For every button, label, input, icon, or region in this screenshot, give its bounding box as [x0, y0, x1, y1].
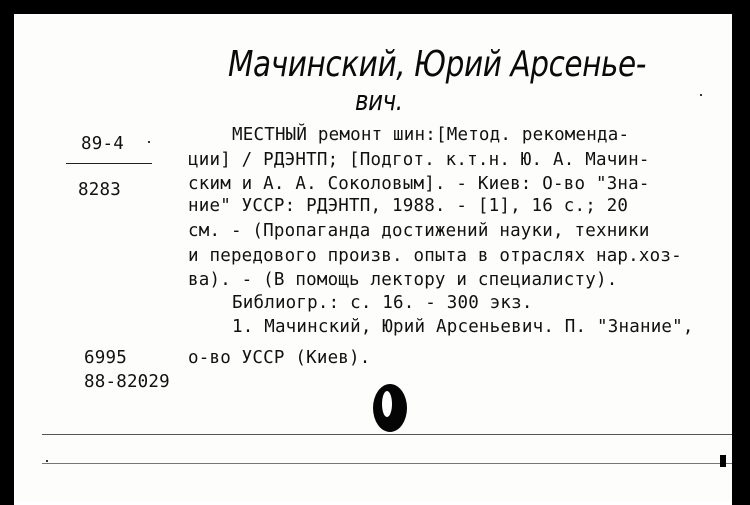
handwritten-author-line-2: вич. [355, 84, 403, 117]
bottom-rule-2 [42, 463, 732, 464]
scan-border-top [0, 0, 750, 14]
scan-border-left [0, 0, 14, 505]
shelf-number: 89-4 [81, 134, 124, 154]
body-line-10: о-во УССР (Киев). [188, 348, 371, 368]
body-line-8: Библиогр.: с. 16. - 300 экз. [232, 293, 533, 313]
punch-hole [373, 384, 407, 432]
inventory-number: 8283 [78, 180, 121, 200]
body-line-7: ва). - (В помощь лектору и специалисту). [188, 270, 618, 290]
body-line-1: МЕСТНЫЙ ремонт шин:[Метод. рекоменда- [232, 125, 630, 145]
scan-border-right [732, 0, 750, 505]
scan-speck [720, 455, 726, 467]
body-line-9: 1. Мачинский, Юрий Арсеньевич. П. "Знание", [232, 317, 694, 337]
body-line-3: ским и А. А. Соколовым]. - Киев: О-во "Зна- [188, 174, 650, 194]
body-line-6: и передового произв. опыта в отраслях нар.хоз- [188, 246, 682, 266]
registration-number: 88-82029 [84, 372, 170, 392]
scan-speck [700, 94, 702, 96]
body-line-2: ции] / РДЭНТП; [Подгот. к.т.н. Ю. А. Мачин- [188, 150, 650, 170]
shelf-number-rule [66, 163, 152, 164]
body-line-5: см. - (Пропаганда достижений науки, техники [188, 221, 650, 241]
body-line-4: ние" УССР: РДЭНТП, 1988. - [1], 16 с.; 20 [188, 196, 629, 216]
scan-speck [148, 141, 150, 143]
scan-speck [46, 460, 48, 462]
handwritten-author-line-1: Мачинский, Юрий Арсенье- [228, 44, 647, 85]
code-number: 6995 [84, 348, 127, 368]
bottom-rule-1 [42, 434, 732, 435]
